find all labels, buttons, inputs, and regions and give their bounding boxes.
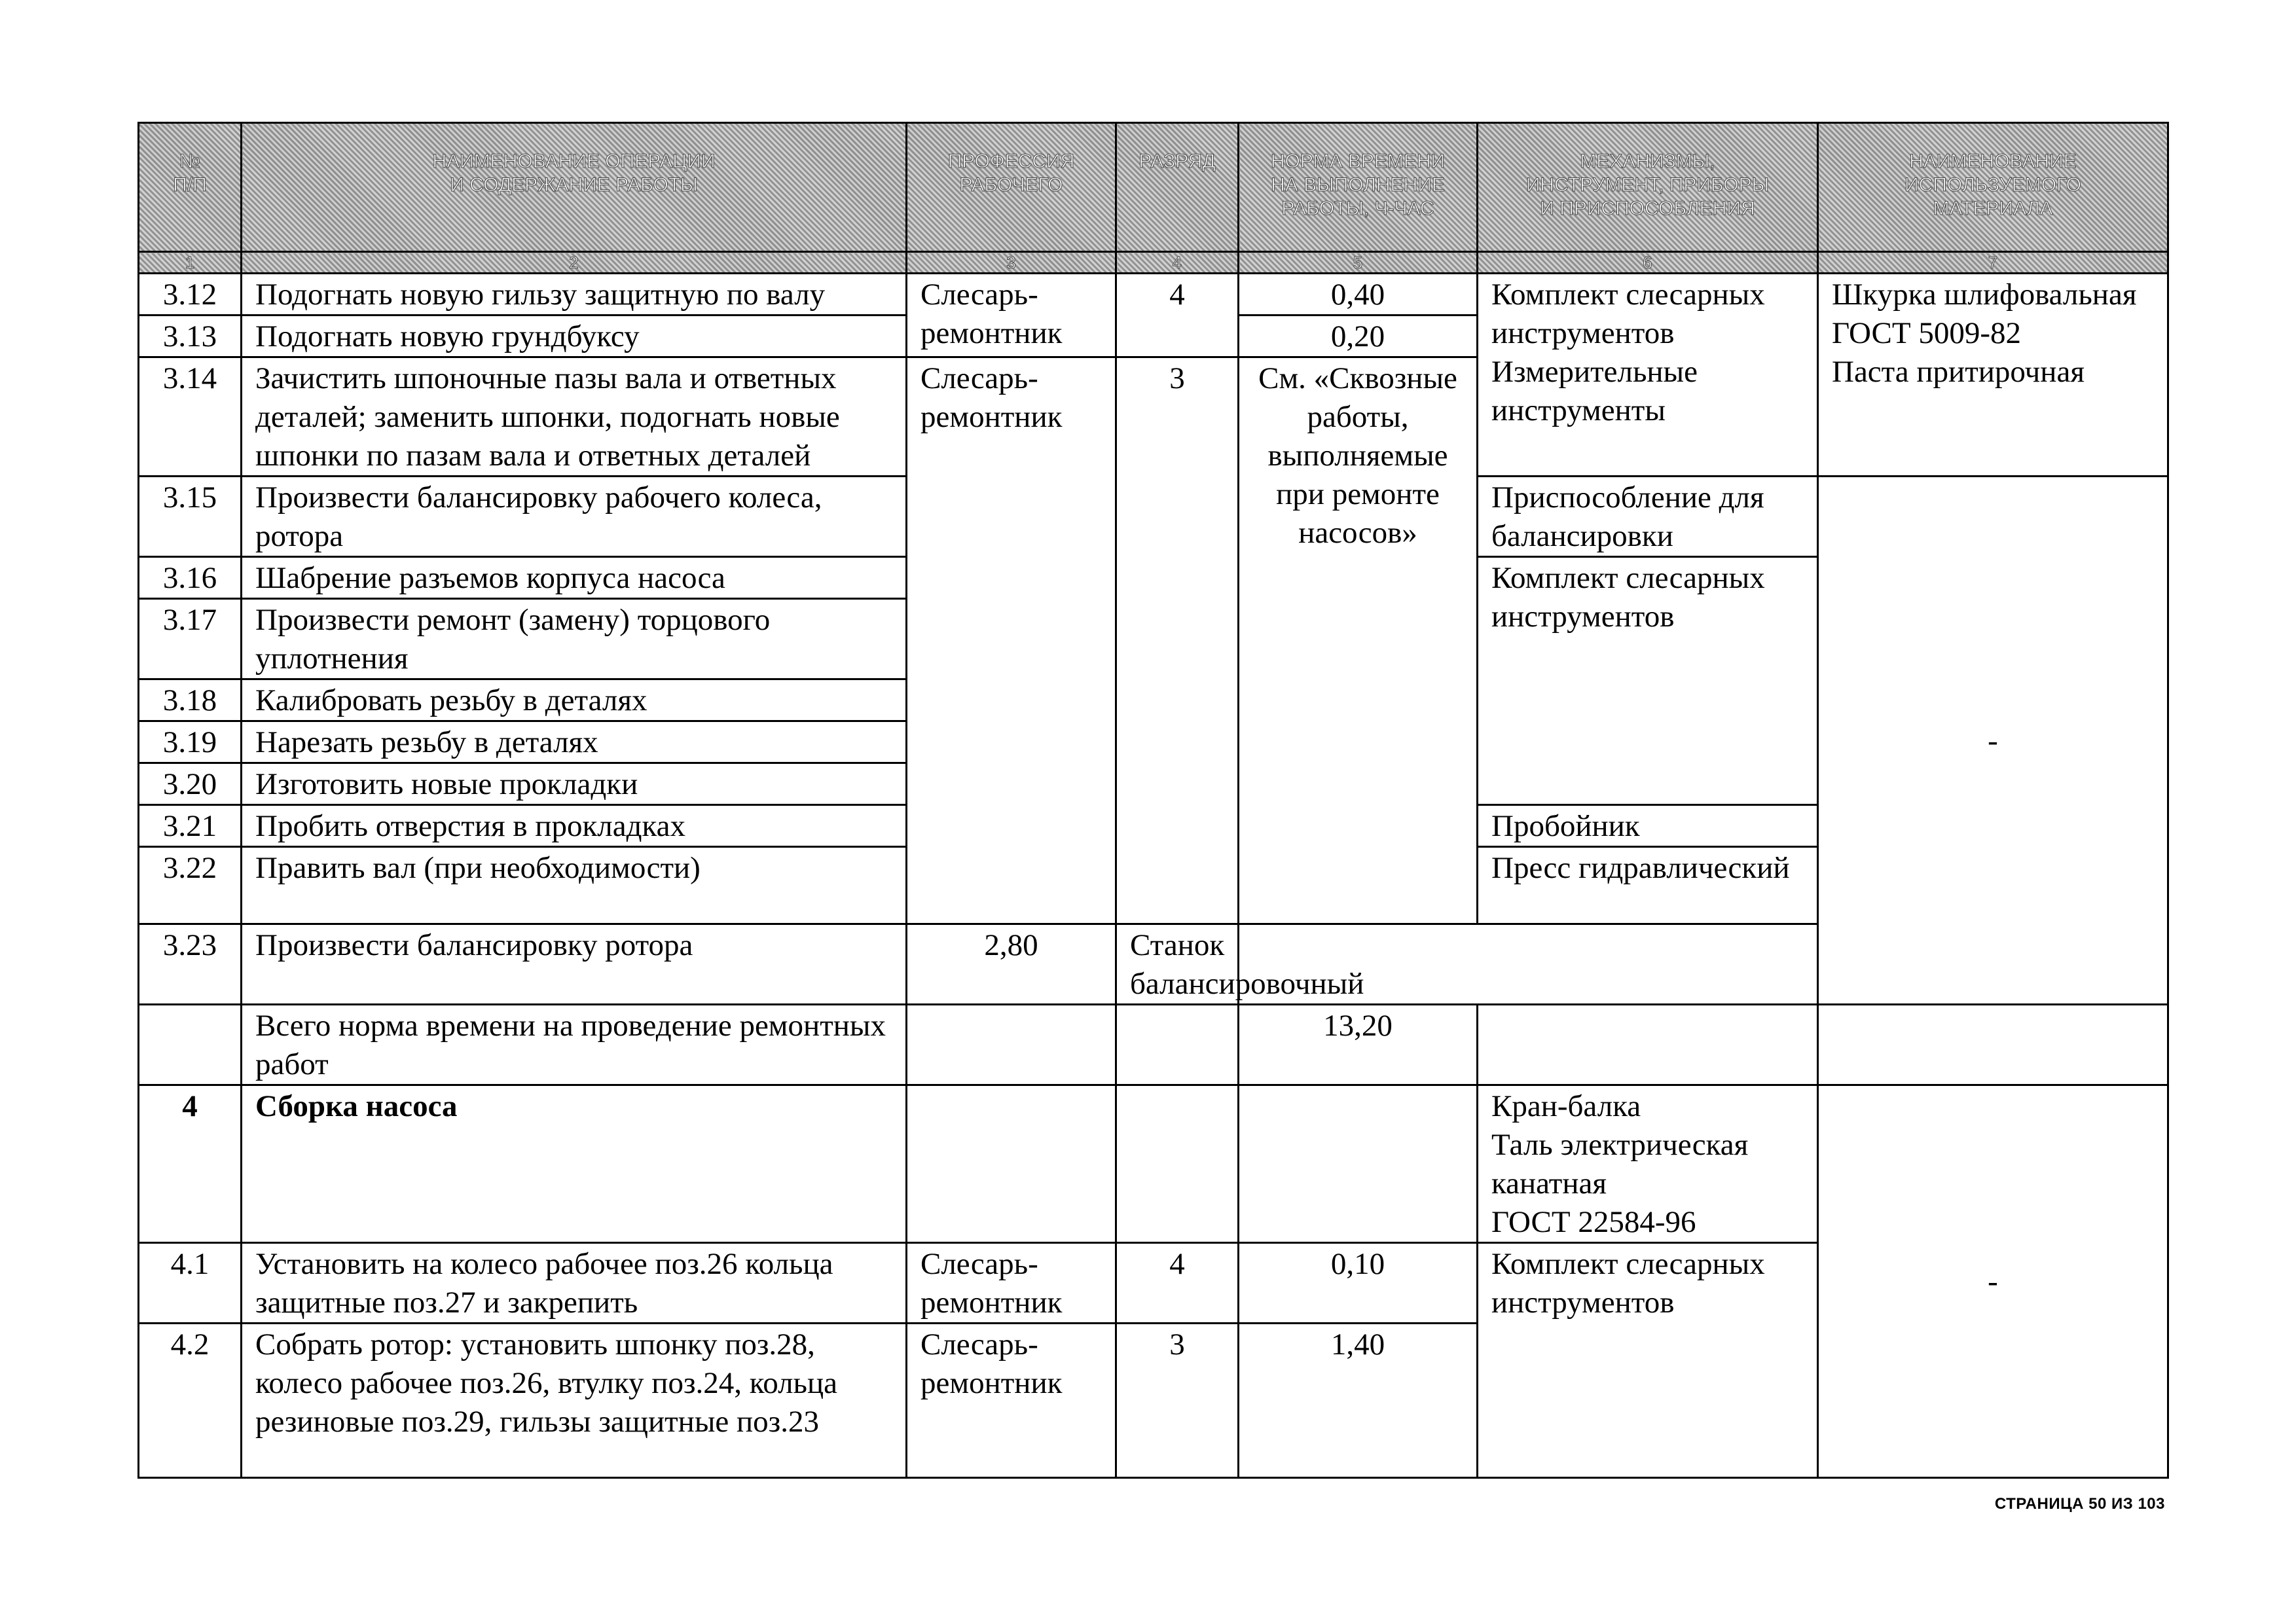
tools-text: Станок балансировочный [1116, 924, 1239, 1005]
operation-text: Установить на колесо рабочее поз.26 кольца защитные поз.27 и закрепить [242, 1243, 907, 1324]
material-text: Шкурка шлифовальная ГОСТ 5009-82 Паста притирочная [1818, 274, 2168, 477]
column-number-3: 3 [907, 252, 1116, 274]
operation-text: Всего норма времени на проведение ремонтных работ [242, 1005, 907, 1085]
row-number: 4.2 [139, 1324, 242, 1478]
tools-text: Комплект слесарных инструментов [1478, 1243, 1818, 1478]
operation-text: Собрать ротор: установить шпонку поз.28, колесо рабочее поз.26, втулку поз.24, кольца резиновые поз.29, гильзы защитные поз.23 [242, 1324, 907, 1478]
header-tools: МЕХАНИЗМЫ, ИНСТРУМЕНТ, ПРИБОРЫ И ПРИСПОСОБЛЕНИЯ [1478, 123, 1818, 252]
section-title: Сборка насоса [242, 1085, 907, 1243]
row-number: 3.21 [139, 805, 242, 847]
row-number: 3.12 [139, 274, 242, 316]
operation-text: Подогнать новую гильзу защитную по валу [242, 274, 907, 316]
operation-text: Произвести балансировку ротора [242, 924, 907, 1005]
column-number-1: 1 [139, 252, 242, 274]
tools-text: Пресс гидравлический [1478, 847, 1818, 924]
section-number: 4 [139, 1085, 242, 1243]
time-norm-value: 0,20 [1239, 316, 1478, 357]
grade-value: 4 [1116, 274, 1239, 357]
operation-text: Зачистить шпоночные пазы вала и ответных деталей; заменить шпонки, подогнать новые шпонки по пазам вала и ответных деталей [242, 357, 907, 477]
tools-text: Приспособление для балансировки [1478, 477, 1818, 557]
row-number: 4.1 [139, 1243, 242, 1324]
time-norm-value: 0,10 [1239, 1243, 1478, 1324]
page-number: СТРАНИЦА 50 ИЗ 103 [1994, 1495, 2165, 1513]
operation-text: Шабрение разъемов корпуса насоса [242, 557, 907, 599]
profession-text [907, 1085, 1116, 1243]
tools-text: Кран-балка Таль электрическая канатная ГОСТ 22584-96 [1478, 1085, 1818, 1243]
grade-value: 4 [1116, 1243, 1239, 1324]
total-row [139, 1005, 2168, 1085]
material-text: - [1818, 1085, 2168, 1478]
row-number: 3.17 [139, 599, 242, 679]
operation-text: Править вал (при необходимости) [242, 847, 907, 924]
header-material: НАИМЕНОВАНИЕ ИСПОЛЬЗУЕМОГО МАТЕРИАЛА [1818, 123, 2168, 252]
row-number: 3.19 [139, 721, 242, 763]
operation-text: Произвести ремонт (замену) торцового уплотнения [242, 599, 907, 679]
time-norm-value: 2,80 [907, 924, 1116, 1005]
tools-text [1478, 1005, 1818, 1085]
work-table [137, 122, 2169, 1479]
tools-text: Комплект слесарных инструментов [1478, 557, 1818, 805]
tools-text: Комплект слесарных инструментов Измерительные инструменты [1478, 274, 1818, 477]
header-time-norm: НОРМА ВРЕМЕНИ НА ВЫПОЛНЕНИЕ РАБОТЫ, Ч-ЧАС [1239, 123, 1478, 252]
material-text [1818, 1005, 2168, 1085]
grade-value [1116, 1085, 1239, 1243]
grade-value: 3 [1116, 1324, 1239, 1478]
time-norm-value [1239, 1085, 1478, 1243]
profession-text: Слесарь- ремонтник [907, 274, 1116, 357]
time-norm-value: 0,40 [1239, 274, 1478, 316]
header-number: № П/П [139, 123, 242, 252]
operation-text: Пробить отверстия в прокладках [242, 805, 907, 847]
total-time-norm-value: 13,20 [1239, 1005, 1478, 1085]
header-grade: РАЗРЯД [1116, 123, 1239, 252]
row-number: 3.22 [139, 847, 242, 924]
column-number-7: 7 [1818, 252, 2168, 274]
grade-value [1116, 1005, 1239, 1085]
row-number: 3.18 [139, 679, 242, 721]
column-number-6: 6 [1478, 252, 1818, 274]
header-operation: НАИМЕНОВАНИЕ ОПЕРАЦИИ И СОДЕРЖАНИЕ РАБОТЫ [242, 123, 907, 252]
operation-text: Нарезать резьбу в деталях [242, 721, 907, 763]
material-text: - [1818, 477, 2168, 1005]
operation-text: Калибровать резьбу в деталях [242, 679, 907, 721]
profession-text: Слесарь- ремонтник [907, 1324, 1116, 1478]
header-profession: ПРОФЕССИЯ РАБОЧЕГО [907, 123, 1116, 252]
row-number: 3.16 [139, 557, 242, 599]
row-number: 3.13 [139, 316, 242, 357]
column-number-4: 4 [1116, 252, 1239, 274]
table-row [139, 274, 2168, 316]
row-number: 3.23 [139, 924, 242, 1005]
column-number-2: 2 [242, 252, 907, 274]
row-number: 3.20 [139, 763, 242, 805]
profession-text: Слесарь- ремонтник [907, 1243, 1116, 1324]
row-number: 3.15 [139, 477, 242, 557]
time-norm-value: 1,40 [1239, 1324, 1478, 1478]
row-number [139, 1005, 242, 1085]
column-number-5: 5 [1239, 252, 1478, 274]
row-number: 3.14 [139, 357, 242, 477]
profession-text: Слесарь- ремонтник [907, 357, 1116, 924]
profession-text [907, 1005, 1116, 1085]
time-norm-value: См. «Сквозные работы, выполняемые при ремонте насосов» [1239, 357, 1478, 924]
tools-text: Пробойник [1478, 805, 1818, 847]
operation-text: Произвести балансировку рабочего колеса, ротора [242, 477, 907, 557]
section-row [139, 1085, 2168, 1243]
grade-value: 3 [1116, 357, 1239, 924]
operation-text: Изготовить новые прокладки [242, 763, 907, 805]
operation-text: Подогнать новую грундбуксу [242, 316, 907, 357]
